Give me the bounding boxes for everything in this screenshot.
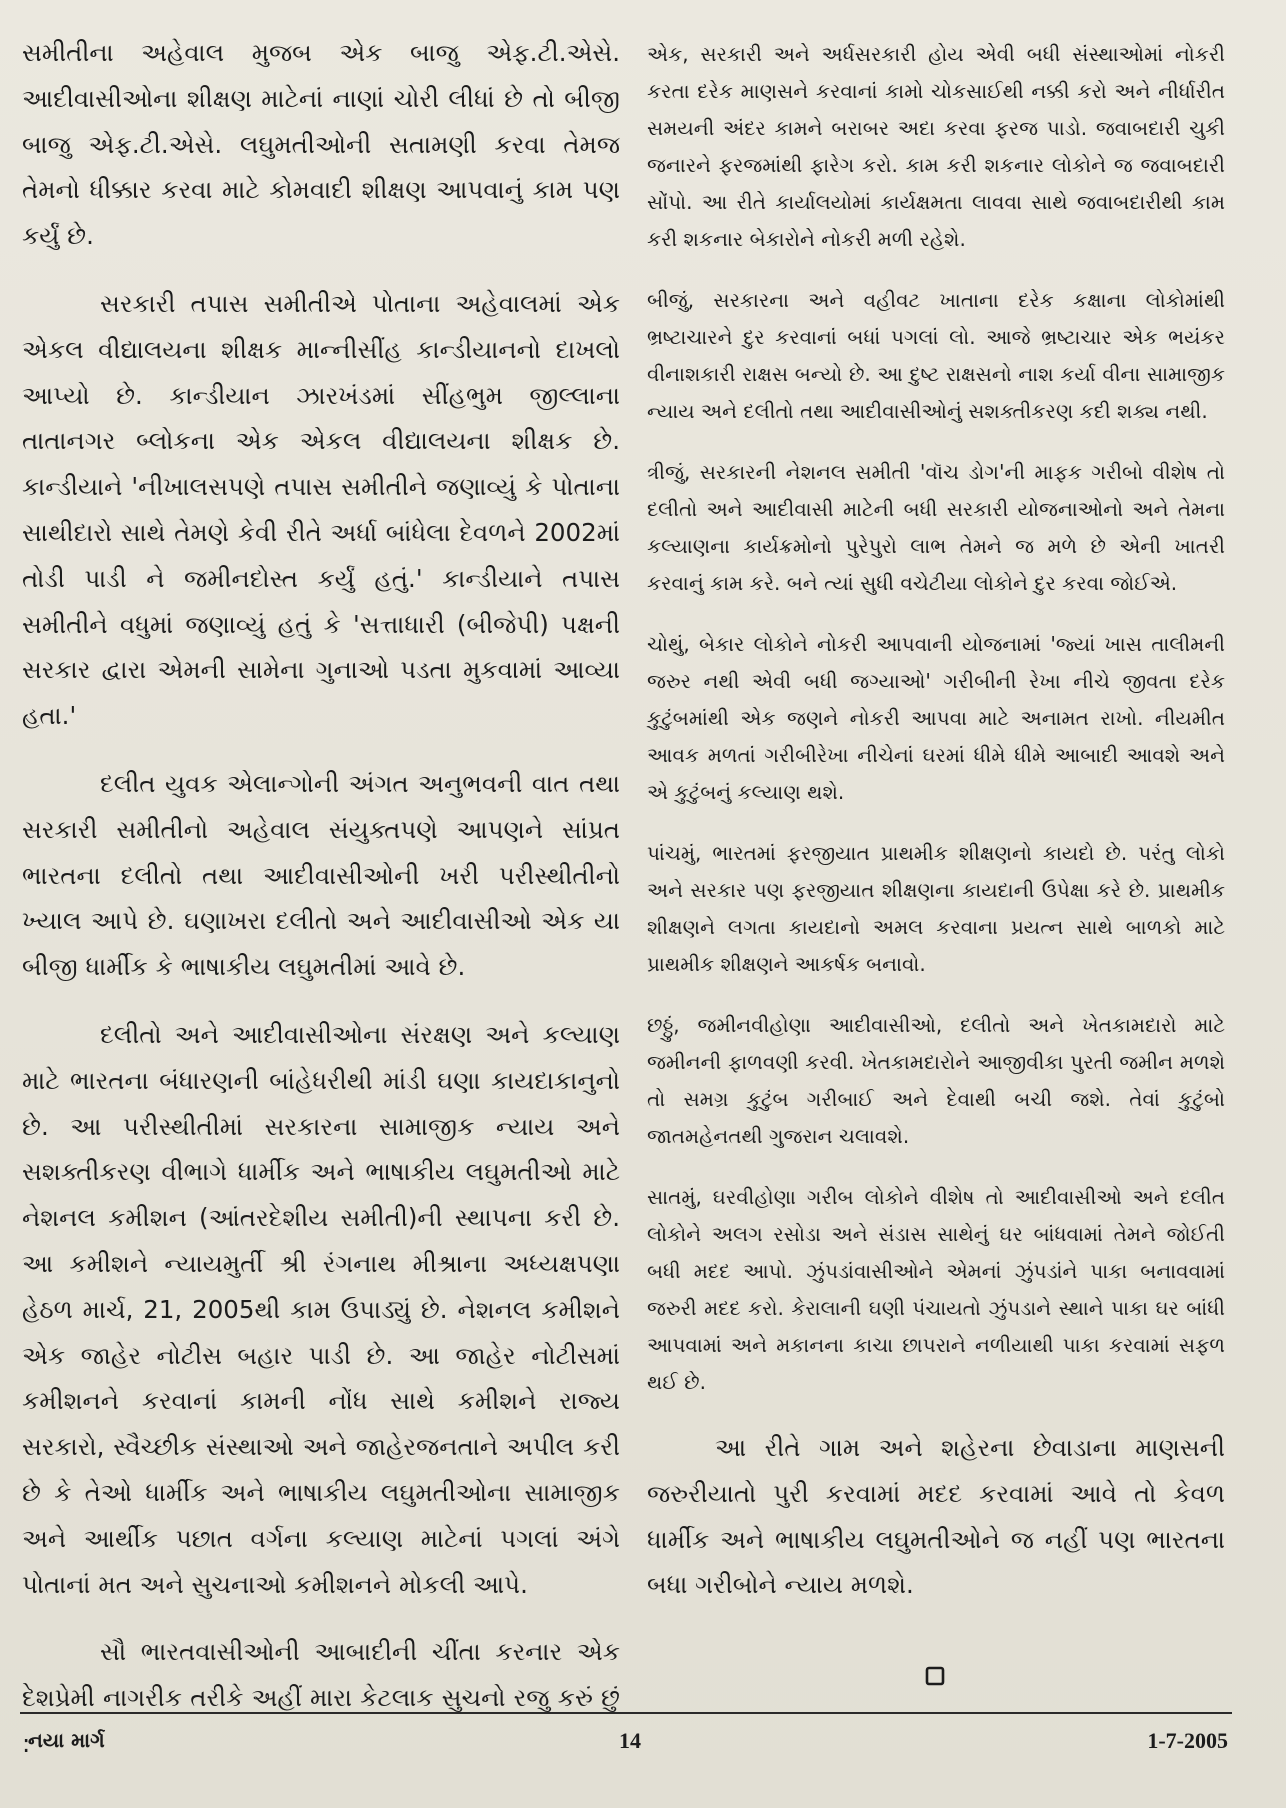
issue-date: 1-7-2005 xyxy=(1147,1728,1228,1753)
paragraph: સૌ ભારતવાસીઓની આબાદીની ચીંતા કરનાર એક દેશપ્રેમી નાગરીક તરીકે અહીં મારા કેટલાક સુચનો રજુ કરું છું : xyxy=(22,1637,620,1758)
paragraph: સમીતીના અહેવાલ મુજબ એક બાજુ એફ.ટી.એસે. આદીવાસીઓના શીક્ષણ માટેનાં નાણાં ચોરી લીધાં છે તો બીજી બાજુ એફ.ટી.એસે. લઘુમતીઓની સતામણી કરવા તેમજ તેમનો ધીક્કાર કરવા માટે કોમવાદી શીક્ષણ આપવાનું કામ પણ કર્યું છે. xyxy=(22,38,620,251)
right-column xyxy=(647,36,1225,1632)
paragraph: દલીતો અને આદીવાસીઓના સંરક્ષણ અને કલ્યાણ માટે ભારતના બંધારણની બાંહેધરીથી માંડી ઘણા કાયદાકાનુનો છે. આ પરીસ્થીતીમાં સરકારના સામાજીક ન્યાય અને સશક્તીકરણ વીભાગે ધાર્મીક અને ભાષાકીય લઘુમતીઓ માટે નેશનલ કમીશન (આંતરદેશીય સમીતી)ની સ્થાપના કરી છે. આ કમીશને ન્યાયમુર્તી શ્રી રંગનાથ મીશ્રાના અધ્યક્ષપણા હેઠળ માર્ચ, 21, 2005થી કામ ઉપાડ્યું છે. નેશનલ કમીશને એક જાહેર નોટીસ બહાર પાડી છે. આ જાહેર નોટીસમાં કમીશનને કરવાનાં કામની નોંધ સાથે કમીશને રાજ્ય સરકારો, સ્વૈચ્છીક સંસ્થાઓ અને જાહેરજનતાને અપીલ કરી છે કે તેઓ ધાર્મીક અને ભાષાકીય લઘુમતીઓના સામાજીક અને આર્થીક પછાત વર્ગના કલ્યાણ માટેનાં પગલાં અંગે પોતાનાં મત અને સુચનાઓ કમીશનને મોકલી આપે. xyxy=(22,1019,620,1599)
suggestion-one: એક, સરકારી અને અર્ધસરકારી હોય એવી બધી સંસ્થાઓમાં નોકરી કરતા દરેક માણસને કરવાનાં કામો ચોકસાઈથી નક્કી કરો અને નીર્ધારીત સમયની અંદર કામને બરાબર અદા કરવા ફરજ પાડો. જવાબદારી ચુકી જનારને ફરજમાંથી ફારેગ કરો. કામ કરી શકનાર લોકોને જ જવાબદારી સોંપો. આ રીતે કાર્યાલયોમાં કાર્યક્ષમતા લાવવા સાથે જવાબદારીથી કામ કરી શકનાર બેકારોને નોકરી મળી રહેશે. xyxy=(647,42,1225,251)
suggestion-seven: સાતમું, ઘરવીહોણા ગરીબ લોકોને વીશેષ તો આદીવાસીઓ અને દલીત લોકોને અલગ રસોડા અને સંડાસ સાથેનું ઘર બાંધવામાં તેમને જોઈતી બધી મદદ આપો. ઝુંપડાંવાસીઓને એમનાં ઝુંપડાંને પાકા બનાવવામાં જરુરી મદદ કરો. કેરાલાની ઘણી પંચાયતો ઝુંપડાને સ્થાને પાકા ઘર બાંધી આપવામાં અને મકાનના કાચા છાપરાને નળીયાથી પાકા કરવામાં સફળ થઈ છે. xyxy=(647,1185,1225,1394)
paragraph: દલીત યુવક એલાન્ગોની અંગત અનુભવની વાત તથા સરકારી સમીતીનો અહેવાલ સંયુક્તપણે આપણને સાંપ્રત ભારતના દલીતો તથા આદીવાસીઓની ખરી પરીસ્થીતીનો ખ્યાલ આપે છે. ઘણાખરા દલીતો અને આદીવાસીઓ એક યા બીજી ધાર્મીક કે ભાષાકીય લઘુમતીમાં આવે છે. xyxy=(22,768,620,982)
suggestion-six: છઠ્ઠું, જમીનવીહોણા આદીવાસીઓ, દલીતો અને ખેતકામદારો માટે જમીનની ફાળવણી કરવી. ખેતકામદારોને આજીવીકા પુરતી જમીન મળશે તો સમગ્ર કુટુંબ ગરીબાઈ અને દેવાથી બચી જશે. તેવાં કુટુંબો જાતમહેનતથી ગુજરાન ચલાવશે. xyxy=(647,1013,1225,1148)
page-number: 14 xyxy=(619,1728,641,1753)
closing-paragraph: આ રીતે ગામ અને શહેરના છેવાડાના માણસની જરુરીયાતો પુરી કરવામાં મદદ કરવામાં આવે તો કેવળ ધાર્મીક અને ભાષાકીય લઘુમતીઓને જ નહીં પણ ભારતના બધા ગરીબોને ન્યાય મળશે. xyxy=(647,1433,1225,1600)
suggestion-three: ત્રીજું, સરકારની નેશનલ સમીતી 'વૉચ ડોગ'ની માફક ગરીબો વીશેષ તો દલીતો અને આદીવાસી માટેની બધી સરકારી યોજનાઓનો અને તેમના કલ્યાણના કાર્યક્રમોનો પુરેપુરો લાભ તેમને જ મળે છે એની ખાતરી કરવાનું કામ કરે. બને ત્યાં સુધી વચેટીયા લોકોને દુર કરવા જોઈએ. xyxy=(647,460,1225,595)
suggestion-four: ચોથું, બેકાર લોકોને નોકરી આપવાની યોજનામાં 'જ્યાં ખાસ તાલીમની જરુર નથી એવી બધી જગ્યાઓ' ગરીબીની રેખા નીચે જીવતા દરેક કુટુંબમાંથી એક જણને નોકરી આપવા માટે અનામત રાખો. નીયમીત આવક મળતાં ગરીબીરેખા નીચેનાં ઘરમાં ધીમે ધીમે આબાદી આવશે અને એ કુટુંબનું કલ્યાણ થશે. xyxy=(647,632,1225,804)
paragraph: સરકારી તપાસ સમીતીએ પોતાના અહેવાલમાં એક એકલ વીદ્યાલયના શીક્ષક માન્નીસીંહ કાન્ડીયાનનો દાખલો આપ્યો છે. કાન્ડીયાન ઝારખંડમાં સીંહભુમ જીલ્લાના તાતાનગર બ્લોકના એક એકલ વીદ્યાલયના શીક્ષક છે. કાન્ડીયાને 'નીખાલસપણે તપાસ સમીતીને જણાવ્યું કે પોતાના સાથીદારો સાથે તેમણે કેવી રીતે અર્ધા બાંધેલા દેવળને 2002માં તોડી પાડી ને જમીનદોસ્ત કર્યું હતું.' કાન્ડીયાને તપાસ સમીતીને વધુમાં જણાવ્યું હતું કે 'સત્તાધારી (બીજેપી) પક્ષની સરકાર દ્વારા એમની સામેના ગુનાઓ પડતા મુકવામાં આવ્યા હતા.' xyxy=(22,288,620,731)
suggestion-five: પાંચમું, ભારતમાં ફરજીયાત પ્રાથમીક શીક્ષણનો કાયદો છે. પરંતુ લોકો અને સરકાર પણ ફરજીયાત શીક્ષણના કાયદાની ઉપેક્ષા કરે છે. પ્રાથમીક શીક્ષણને લગતા કાયદાનો અમલ કરવાના પ્રયત્ન સાથે બાળકો માટે પ્રાથમીક શીક્ષણને આકર્ષક બનાવો. xyxy=(647,841,1225,976)
suggestion-two: બીજું, સરકારના અને વહીવટ ખાતાના દરેક કક્ષાના લોકોમાંથી ભ્રષ્ટાચારને દુર કરવાનાં બધાં પગલાં લો. આજે ભ્રષ્ટાચાર એક ભયંકર વીનાશકારી રાક્ષસ બન્યો છે. આ દુષ્ટ રાક્ષસનો નાશ કર્યા વીના સામાજીક ન્યાય અને દલીતો તથા આદીવાસીઓનું સશક્તીકરણ કદી શક્ય નથી. xyxy=(647,288,1225,423)
left-column xyxy=(22,30,620,1789)
footer-divider xyxy=(20,1712,1232,1714)
publication-name: નયા માર્ગ xyxy=(28,1728,105,1752)
end-of-article-square-icon xyxy=(923,1664,947,1688)
